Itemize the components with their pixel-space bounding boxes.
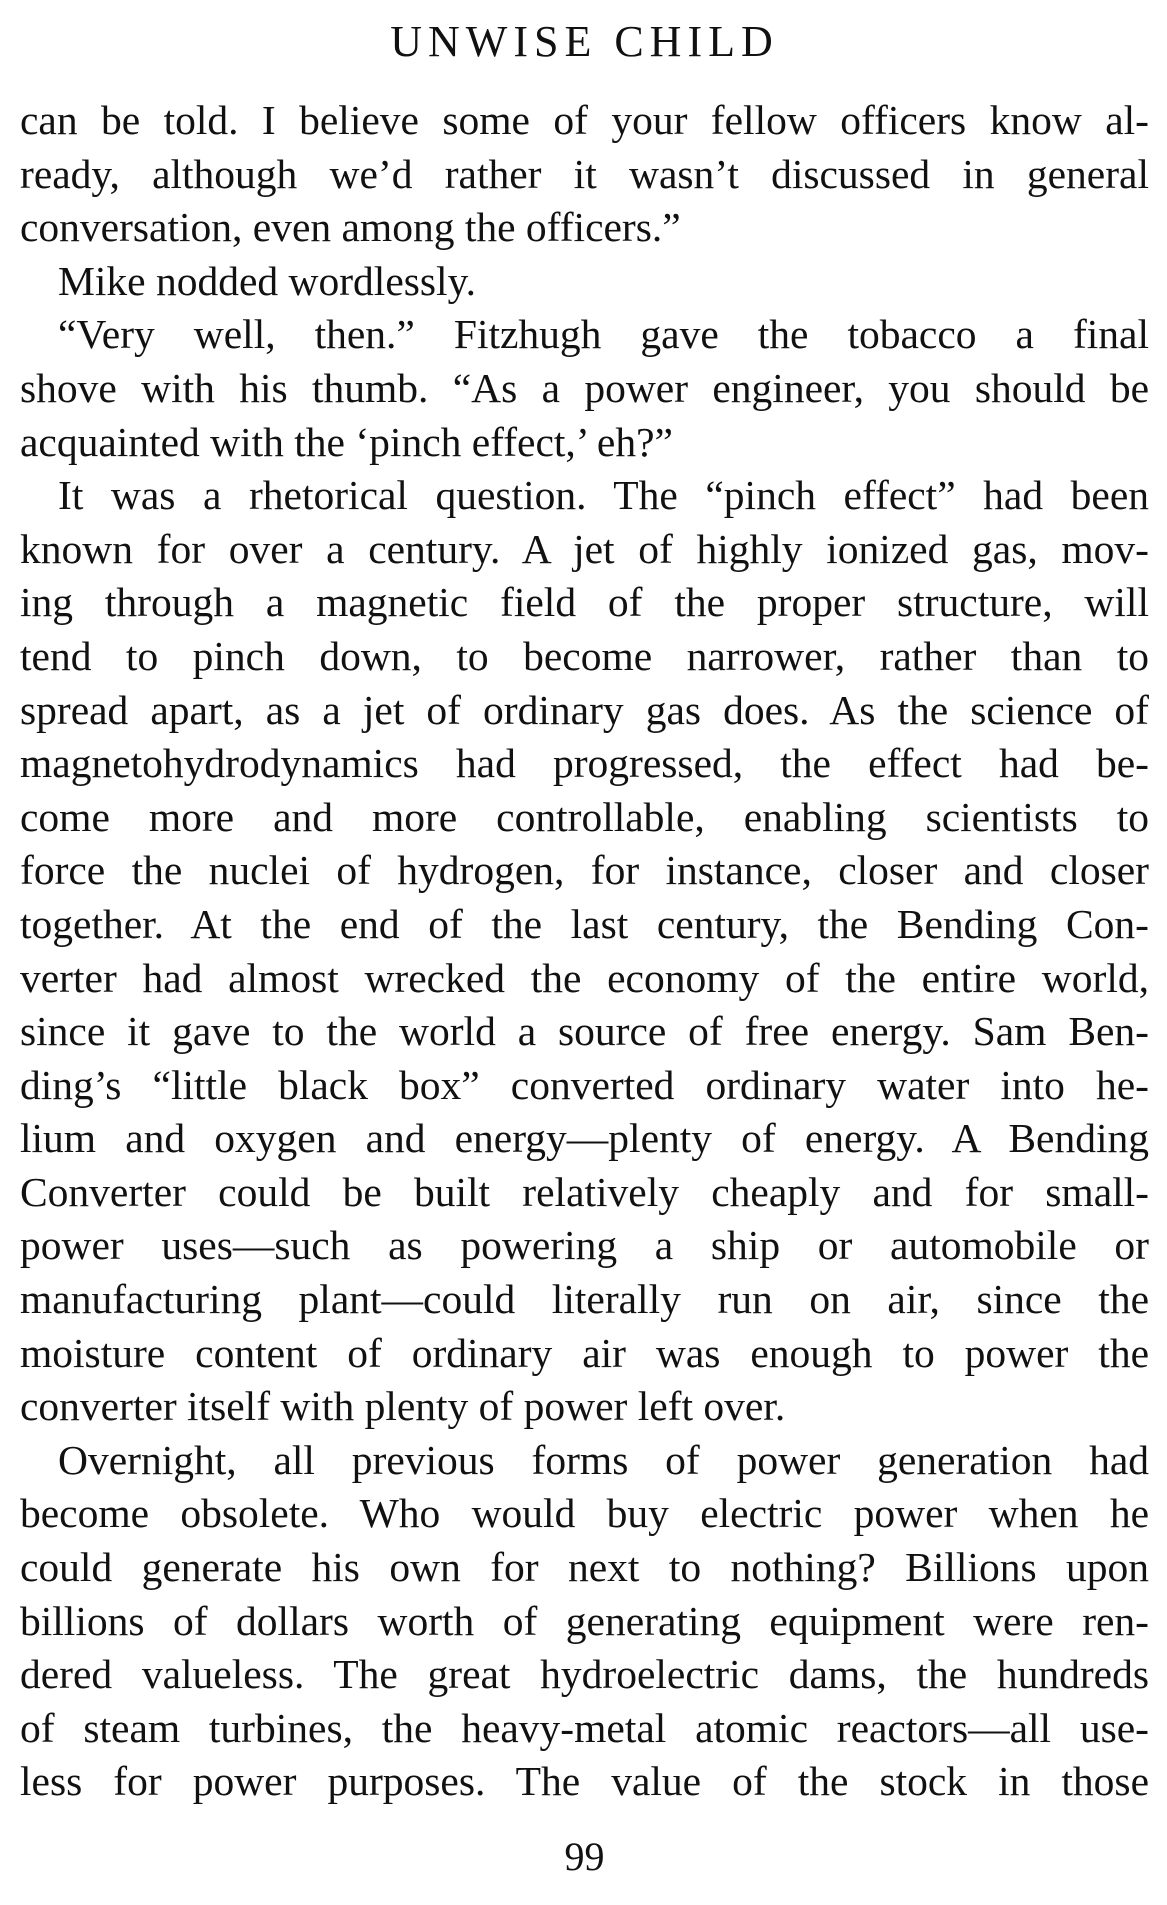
book-page bbox=[20, 0, 1149, 1905]
text-line: It was a rhetorical question. The “pinch effect” had been bbox=[58, 472, 1149, 519]
text-line: verter had almost wrecked the economy of the entire world, bbox=[20, 954, 1149, 1001]
text-line: could generate his own for next to nothing? Billions upon bbox=[20, 1544, 1149, 1591]
text-line: ding’s “little black box” converted ordinary water into he- bbox=[20, 1061, 1149, 1108]
text-line: “Very well, then.” Fitzhugh gave the tobacco a final bbox=[58, 311, 1149, 358]
text-line: Mike nodded wordlessly. bbox=[58, 257, 477, 304]
text-line: tend to pinch down, to become narrower, rather than to bbox=[20, 632, 1149, 679]
text-line: acquainted with the ‘pinch effect,’ eh?” bbox=[20, 418, 673, 465]
text-line: shove with his thumb. “As a power engineer, you should be bbox=[20, 364, 1149, 411]
text-line: ready, although we’d rather it wasn’t discussed in general bbox=[20, 150, 1149, 197]
text-line: become obsolete. Who would buy electric power when he bbox=[20, 1490, 1149, 1537]
running-head: UNWISE CHILD bbox=[390, 17, 779, 66]
text-line: lium and oxygen and energy—plenty of energy. A Bending bbox=[20, 1115, 1149, 1162]
text-line: can be told. I believe some of your fellow officers know al- bbox=[20, 97, 1149, 143]
page-number: 99 bbox=[564, 1834, 605, 1879]
text-line: force the nuclei of hydrogen, for instance, closer and closer bbox=[20, 847, 1149, 894]
text-line: Converter could be built relatively cheaply and for small- bbox=[20, 1168, 1149, 1215]
text-line: power uses—such as powering a ship or automobile or bbox=[20, 1222, 1149, 1269]
text-line: since it gave to the world a source of free energy. Sam Ben- bbox=[20, 1008, 1149, 1055]
body-text bbox=[20, 94, 1149, 1809]
text-line: less for power purposes. The value of the stock in those bbox=[20, 1758, 1149, 1805]
text-line: of steam turbines, the heavy-metal atomic reactors—all use- bbox=[20, 1704, 1149, 1751]
text-line: converter itself with plenty of power left over. bbox=[20, 1383, 786, 1430]
text-line: dered valueless. The great hydroelectric dams, the hundreds bbox=[20, 1651, 1149, 1698]
text-line: spread apart, as a jet of ordinary gas does. As the science of bbox=[20, 686, 1149, 733]
text-line: Overnight, all previous forms of power generation had bbox=[58, 1436, 1149, 1483]
text-line: manufacturing plant—could literally run on air, since the bbox=[20, 1276, 1149, 1323]
text-line: billions of dollars worth of generating equipment were ren- bbox=[20, 1597, 1149, 1644]
text-line: magnetohydrodynamics had progressed, the effect had be- bbox=[20, 740, 1149, 787]
text-line: ing through a magnetic field of the proper structure, will bbox=[20, 579, 1149, 626]
text-line: moisture content of ordinary air was enough to power the bbox=[20, 1329, 1149, 1376]
text-line: together. At the end of the last century, the Bending Con- bbox=[20, 900, 1149, 947]
text-line: conversation, even among the officers.” bbox=[20, 204, 681, 251]
text-line: known for over a century. A jet of highly ionized gas, mov- bbox=[20, 525, 1149, 572]
text-line: come more and more controllable, enabling scientists to bbox=[20, 793, 1149, 840]
